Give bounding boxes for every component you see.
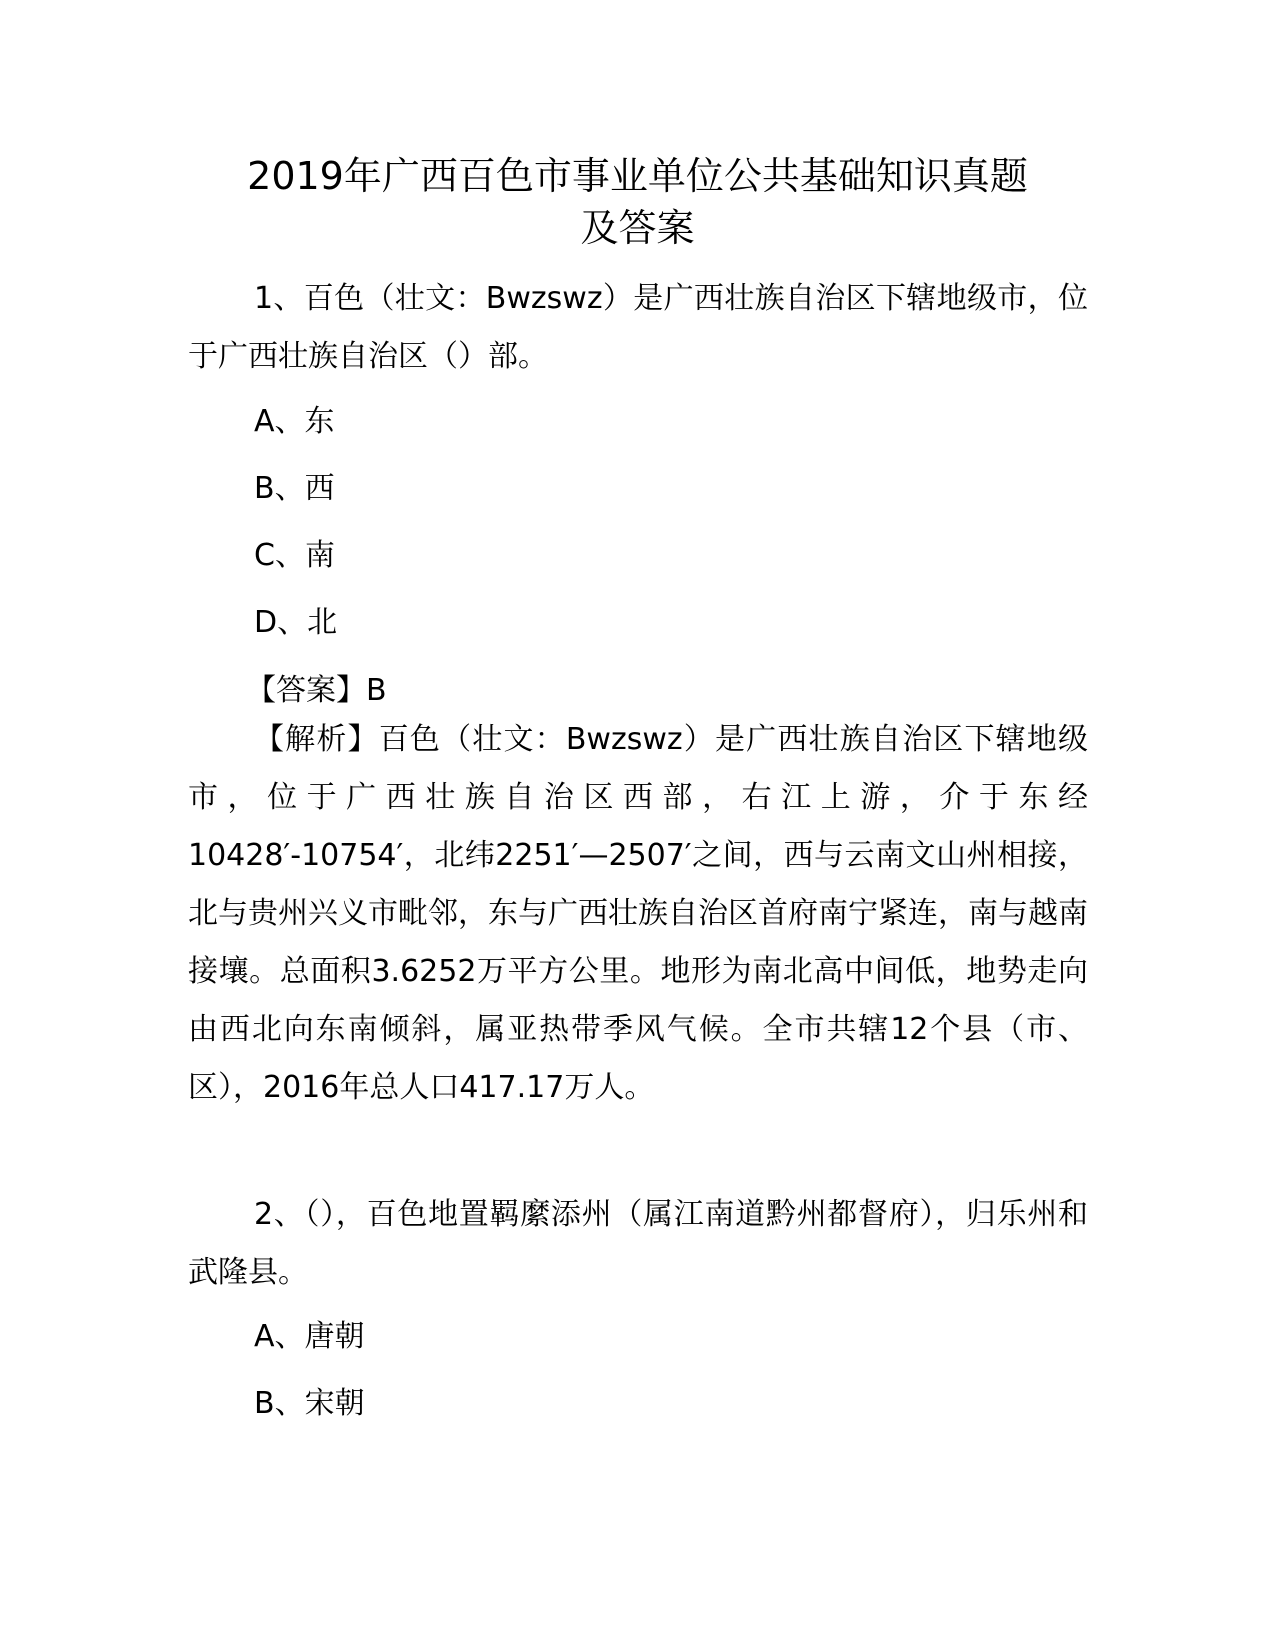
title-line-1: 2019年广西百色市事业单位公共基础知识真题	[247, 154, 1028, 198]
question-2-text: 2、（），百色地置羁縻添州（属江南道黔州都督府），归乐州和武隆县。	[188, 1197, 1088, 1290]
q1-option-c: C、南	[254, 538, 335, 573]
q1-option-b: B、西	[254, 471, 335, 506]
question-1-text: 1、百色（壮文：Bwzswz）是广西壮族自治区下辖地级市，位于广西壮族自治区（）部。	[188, 281, 1088, 374]
q1-option-d: D、北	[254, 605, 338, 640]
title-line-2: 及答案	[580, 206, 695, 250]
q1-option-a: A、东	[254, 404, 335, 439]
q2-option-a: A、唐朝	[254, 1319, 365, 1354]
q1-answer: 【答案】B	[246, 673, 387, 708]
q2-option-b: B、宋朝	[254, 1386, 365, 1421]
q1-analysis: 【解析】百色（壮文：Bwzswz）是广西壮族自治区下辖地级市，位于广西壮族自治区西部，右江上游，介于东经10428′-10754′，北纬2251′—2507′之间，西与云南文山州相接，北与贵州兴义市毗邻，东与广西壮族自治区首府南宁紧连，南与越南接壤。总面积3.6252万平方公里。地形为南北高中间低，地势走向由西北向东南倾斜，属亚热带季风气候。全市共辖12个县（市、区），2016年总人口417.17万人。	[188, 722, 1088, 1105]
document-title	[170, 150, 1105, 254]
